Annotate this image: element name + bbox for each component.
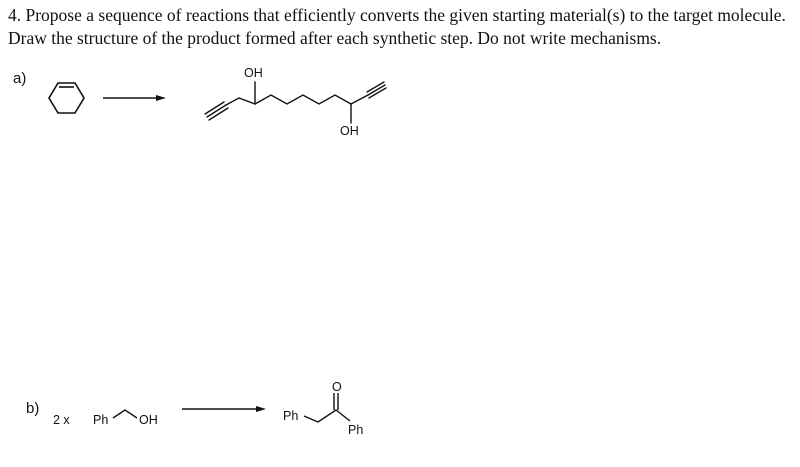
dibenzyl-ketone-structure (304, 393, 350, 422)
reagent-oh-label: OH (139, 413, 158, 427)
cyclohexene-structure (49, 83, 84, 113)
question-line-2: Draw the structure of the product formed after each synthetic step. Do not write mechanisms. (8, 28, 662, 48)
question-line-1: 4. Propose a sequence of reactions that efficiently converts the given starting material(s) to the target molecule. (8, 5, 786, 25)
phenylethanol-bonds (113, 410, 137, 418)
product-a-oh-bottom: OH (340, 124, 359, 138)
diyne-diol-structure (205, 82, 386, 123)
reagent-multiplier: 2 x (53, 413, 70, 427)
reaction-arrow-icon (182, 406, 266, 412)
product-b-ph-left: Ph (283, 409, 299, 423)
reaction-arrow-icon (103, 95, 166, 101)
product-b-ph-right: Ph (348, 423, 364, 437)
part-a-label: a) (13, 70, 27, 87)
product-a-oh-top: OH (244, 66, 263, 80)
part-b-label: b) (26, 400, 40, 417)
reagent-ph-label: Ph (93, 413, 109, 427)
product-b-carbonyl-o: O (332, 380, 342, 394)
